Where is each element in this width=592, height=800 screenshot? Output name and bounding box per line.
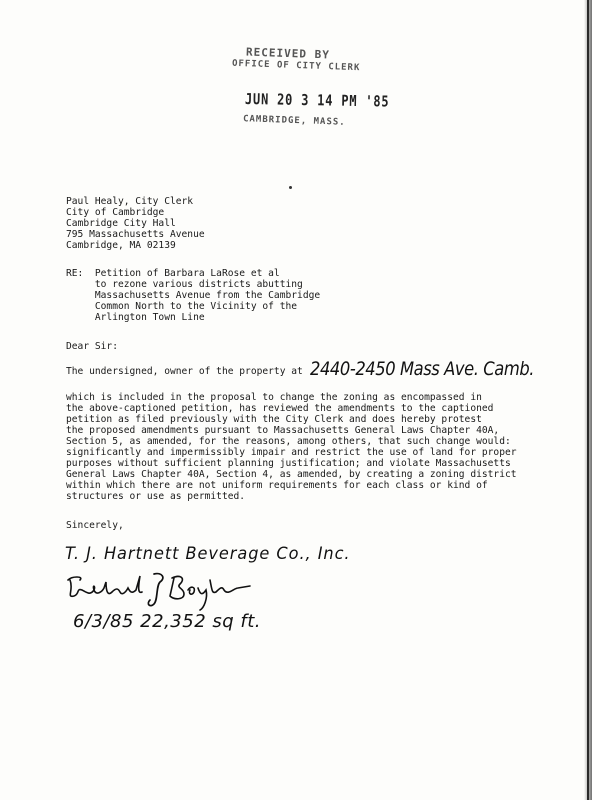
re-line-1: RE: Petition of Barbara LaRose et al (66, 268, 280, 279)
body-line-6: significantly and impermissibly impair and restrict the use of land for proper (66, 447, 517, 458)
received-stamp-line1: RECEIVED BY (245, 45, 331, 62)
re-line-4: Common North to the Vicinity of the (66, 301, 298, 312)
scan-edge-line (587, 0, 589, 800)
closing: Sincerely, (66, 520, 124, 531)
body-line-10: structures or use as permitted. (66, 491, 246, 502)
body-line-9: within which there are not uniform requirements for each class or kind of (66, 480, 488, 491)
body-line-3: petition as filed previously with the City Clerk and does hereby protest (66, 414, 482, 425)
received-stamp-date: JUN 20 3 14 PM '85 (244, 90, 390, 111)
recipient-city: Cambridge, MA 02139 (66, 240, 176, 251)
recipient-name: Paul Healy, City Clerk (66, 196, 194, 207)
re-line-3: Massachusetts Avenue from the Cambridge (66, 290, 321, 301)
body-line-4: the proposed amendments pursuant to Massachusetts General Laws Chapter 40A, (66, 425, 500, 436)
recipient-building: Cambridge City Hall (66, 218, 176, 229)
recipient-org: City of Cambridge (66, 207, 165, 218)
re-line-5: Arlington Town Line (66, 312, 205, 323)
body-line-1: which is included in the proposal to change the zoning as encompassed in (66, 392, 482, 403)
body-line-2: the above-captioned petition, has reviewed the amendments to the captioned (66, 403, 494, 414)
signature-image (62, 570, 262, 612)
body-line-5: Section 5, as amended, for the reasons, among others, that such change would: (66, 436, 511, 447)
body-line-8: General Laws Chapter 40A, Section 4, as amended, by creating a zoning district (66, 469, 517, 480)
body-line-7: purposes without sufficient planning justification; and violate Massachusetts (66, 458, 511, 469)
speck-mark (289, 186, 292, 189)
handwritten-date-area: 6/3/85 22,352 sq ft. (73, 611, 262, 632)
received-stamp-location: CAMBRIDGE, MASS. (242, 114, 346, 128)
recipient-street: 795 Massachusetts Avenue (66, 229, 205, 240)
received-stamp-line2: OFFICE OF CITY CLERK (231, 58, 361, 74)
handwritten-property-address: 2440-2450 Mass Ave. Camb. (310, 358, 535, 380)
re-line-2: to rezone various districts abutting (66, 279, 303, 290)
intro-text: The undersigned, owner of the property at (66, 366, 303, 377)
salutation: Dear Sir: (66, 341, 118, 352)
handwritten-company-name: T. J. Hartnett Beverage Co., Inc. (65, 544, 351, 564)
